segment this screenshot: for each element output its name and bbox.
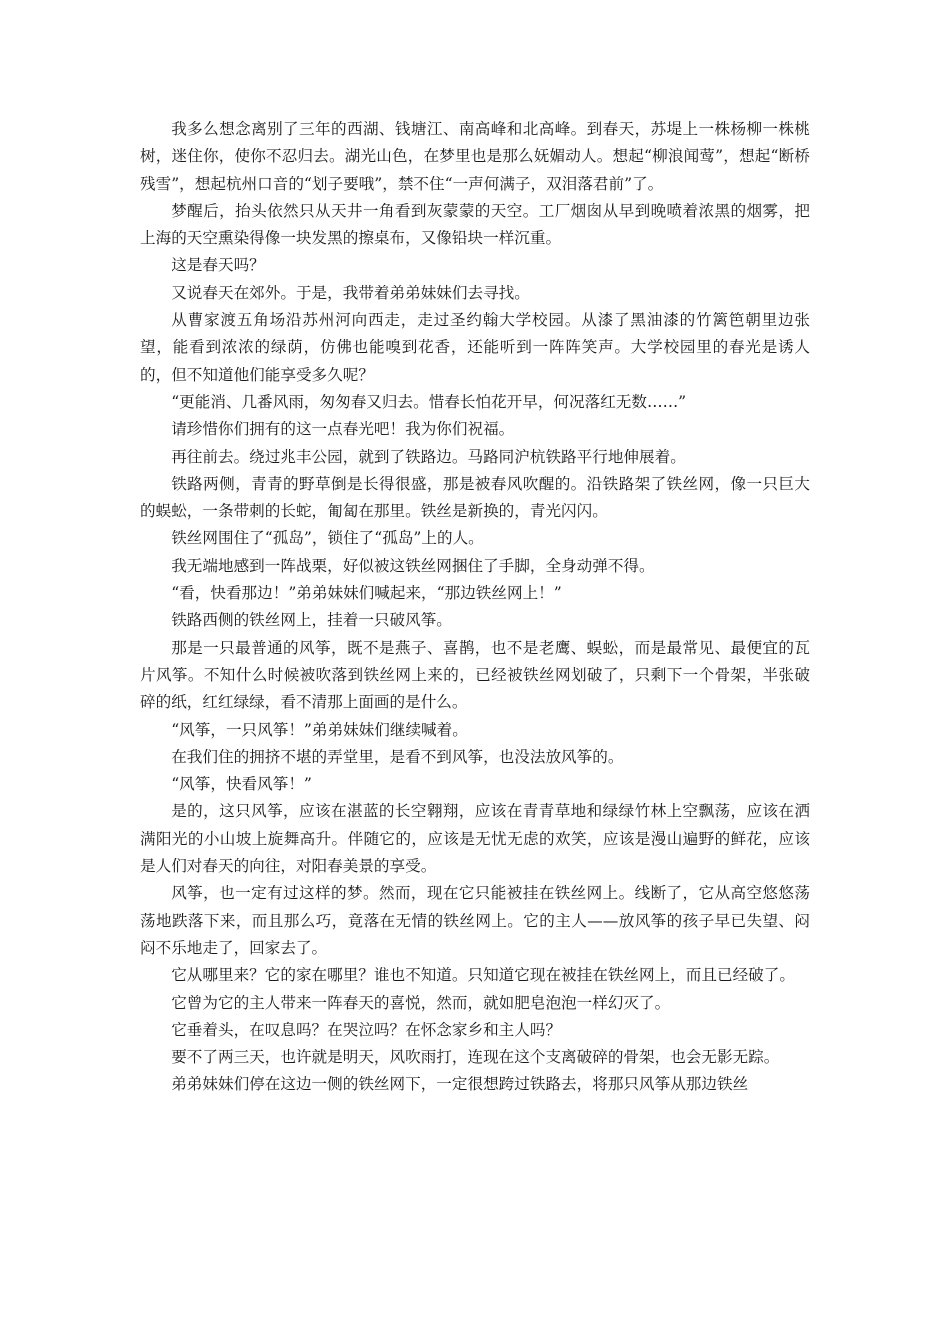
paragraph: 在我们住的拥挤不堪的弄堂里，是看不到风筝，也没法放风筝的。 [171, 747, 624, 766]
paragraph: 我多么想念离别了三年的西湖、钱塘江、南高峰和北高峰。到春天，苏堤上一株杨柳一株桃树，迷住你，使你不忍归去。湖光山色，在梦里也是那么妩媚动人。想起“柳浪闻莺”，想起“断桥残雪”，想起杭州口音的“划子要哦”，禁不住“一声何满子，双泪落君前”了。 [140, 120, 810, 193]
paragraph: 风筝，也一定有过这样的梦。然而，现在它只能被挂在铁丝网上。线断了，它从高空悠悠荡荡地跌落下来，而且那么巧，竟落在无情的铁丝网上。它的主人——放风筝的孩子早已失望、闷闷不乐地走了，回家去了。 [140, 884, 810, 957]
paragraph: “风筝，一只风筝！”弟弟妹妹们继续喊着。 [171, 720, 468, 739]
paragraph: 请珍惜你们拥有的这一点春光吧！我为你们祝福。 [171, 420, 515, 439]
paragraph: 它从哪里来？它的家在哪里？谁也不知道。只知道它现在被挂在铁丝网上，而且已经破了。 [171, 966, 795, 985]
paragraph: 是的，这只风筝，应该在湛蓝的长空翱翔，应该在青青草地和绿绿竹林上空飘荡，应该在洒满阳光的小山坡上旋舞高升。伴随它的，应该是无忧无虑的欢笑，应该是漫山遍野的鲜花，应该是人们对春天的向往，对阳春美景的享受。 [140, 802, 810, 876]
paragraph: 再往前去。绕过兆丰公园，就到了铁路边。马路同沪杭铁路平行地伸展着。 [171, 447, 686, 466]
paragraph: 铁路两侧，青青的野草倒是长得很盛，那是被春风吹醒的。沿铁路架了铁丝网，像一只巨大的蜈蚣，一条带刺的长蛇，匍匐在那里。铁丝是新换的，青光闪闪。 [140, 474, 810, 521]
paragraph: 它垂着头，在叹息吗？在哭泣吗？在怀念家乡和主人吗？ [171, 1020, 562, 1039]
paragraph: 那是一只最普通的风筝，既不是燕子、喜鹊，也不是老鹰、蜈蚣，而是最常见、最便宜的瓦片风筝。不知什么时候被吹落到铁丝网上来的，已经被铁丝网划破了，只剩下一个骨架，半张破碎的纸，红红绿绿，看不清那上面画的是什么。 [140, 638, 810, 712]
document-body [140, 116, 810, 1099]
paragraph: “风筝，快看风筝！” [171, 775, 312, 794]
paragraph: 又说春天在郊外。于是，我带着弟弟妹妹们去寻找。 [171, 283, 530, 302]
paragraph: 弟弟妹妹们停在这边一侧的铁丝网下，一定很想跨过铁路去，将那只风筝从那边铁丝 [171, 1075, 749, 1094]
paragraph: 我无端地感到一阵战栗，好似被这铁丝网捆住了手脚，全身动弹不得。 [171, 556, 655, 575]
paragraph: “更能消、几番风雨，匆匆春又归去。惜春长怕花开早，何况落红无数……” [171, 392, 687, 411]
paragraph: 梦醒后，抬头依然只从天井一角看到灰蒙蒙的天空。工厂烟囱从早到晚喷着浓黑的烟雾，把上海的天空熏染得像一块发黑的擦桌布，又像铅块一样沉重。 [140, 201, 810, 248]
paragraph: 从曹家渡五角场沿苏州河向西走，走过圣约翰大学校园。从漆了黑油漆的竹篱笆朝里边张望，能看到浓浓的绿荫，仿佛也能嗅到花香，还能听到一阵阵笑声。大学校园里的春光是诱人的，但不知道他们能享受多久呢？ [140, 311, 810, 384]
paragraph: 铁丝网围住了“孤岛”，锁住了“孤岛”上的人。 [171, 529, 484, 548]
paragraph: 它曾为它的主人带来一阵春天的喜悦，然而，就如肥皂泡泡一样幻灭了。 [171, 993, 671, 1012]
paragraph: “看，快看那边！”弟弟妹妹们喊起来，“那边铁丝网上！” [171, 584, 562, 603]
paragraph: 铁路西侧的铁丝网上，挂着一只破风筝。 [171, 611, 452, 630]
paragraph: 要不了两三天，也许就是明天，风吹雨打，连现在这个支离破碎的骨架，也会无影无踪。 [171, 1048, 780, 1067]
paragraph: 这是春天吗？ [171, 256, 265, 275]
